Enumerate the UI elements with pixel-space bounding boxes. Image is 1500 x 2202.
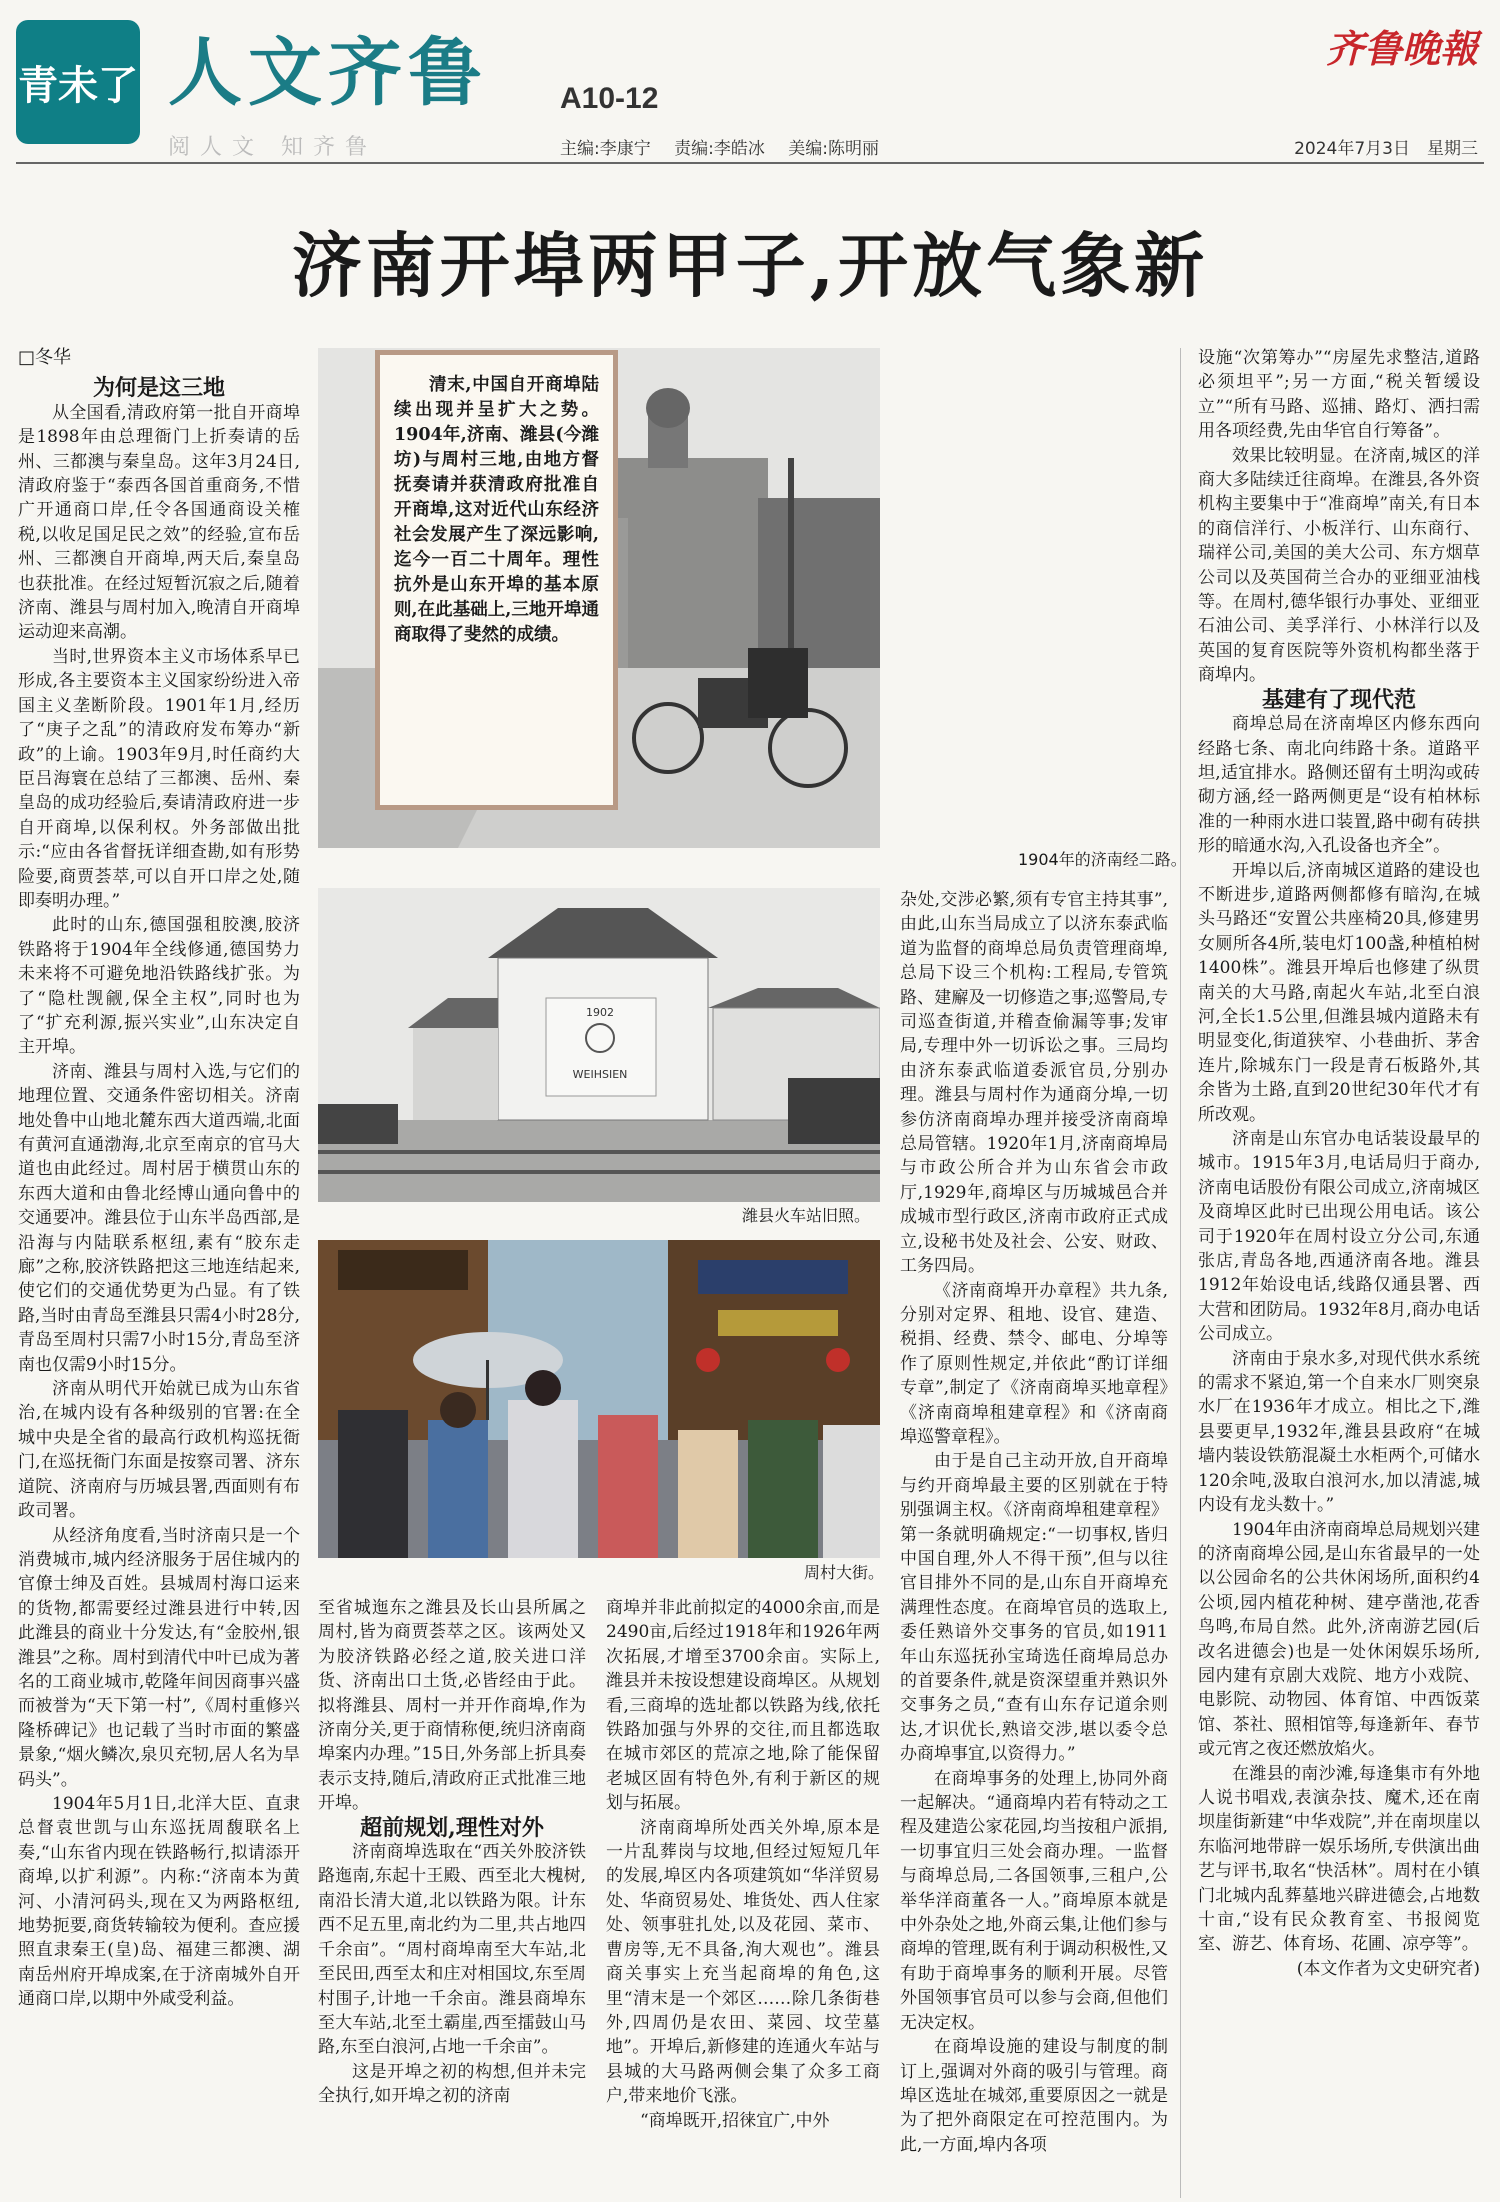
masthead-divider <box>16 162 1484 164</box>
photo-caption: 1904年的济南经二路。 <box>1018 850 1187 869</box>
paragraph: 在商埠设施的建设与制度的制订上,强调对外商的吸引与管理。商埠区选址在城郊,重要原因之一就是为了把外商限定在可控范围内。为此,一方面,埠内各项 <box>900 2037 1168 2155</box>
photo-caption: 周村大街。 <box>804 1563 885 1582</box>
intro-box <box>375 350 618 810</box>
paragraph: 济南是山东官办电话装设最早的城市。1915年3月,电话局归于商办,济南电话股份有限公司成立,济南城区及商埠区此时已出现公用电话。该公司于1920年在周村设立分公司,东通张店,青岛各地,西通济南各地。潍县1912年始设电话,线路仅通县署、西大营和团防局。1932年8月,商办电话公司成立。 <box>1198 1129 1480 1345</box>
paragraph: 开埠以后,济南城区道路的建设也不断进步,道路两侧都修有暗沟,在城头马路还“安置公共座椅20具,修建男女厕所各4所,装电灯100盏,种植柏树1400株”。潍县开埠后也修建了纵贯南关的大马路,南起火车站,北至白浪河,全长1.5公里,但潍县城内道路未有明显变化,街道狭窄、小巷曲折、茅舍连片,除城东门一段是青石板路外,其余皆为土路,直到20世纪30年代才有所改观。 <box>1198 860 1480 1125</box>
editor-credits <box>560 134 897 159</box>
paragraph: 在潍县的南沙滩,每逢集市有外地人说书唱戏,表演杂技、魔术,还在南坝崖街新建“中华戏院”,并在南坝崖以东临河地带辟一娱乐场所,专供演出曲艺与评书,取名“快活林”。周村在小镇门北城内乱葬墓地兴辟进德会,占地数十亩,“设有民众教育室、书报阅览室、游艺、体育场、花圃、凉亭等”。 <box>1198 1763 1480 1955</box>
column-divider <box>1180 348 1181 2198</box>
paragraph: 《济南商埠开办章程》共九条,分别对定界、租地、设官、建造、税捐、经费、禁令、邮电、分埠等作了原则性规定,并依此“酌订详细专章”,制定了《济南商埠买地章程》《济南商埠租建章程》和《济南商埠巡警章程》。 <box>900 1280 1168 1447</box>
paragraph: 这是开埠之初的构想,但并未完全执行,如开埠之初的济南 <box>318 2061 586 2107</box>
article-column-5 <box>1198 346 1480 2192</box>
paragraph: 杂处,交涉必繁,须有专官主持其事”,由此,山东当局成立了以济东泰武临道为监督的商埠总局负责管理商埠,总局下设三个机构:工程局,专管筑路、建廨及一切修造之事;巡警局,专司巡查街道,并稽查偷漏等事;发审局,专理中外一切诉讼之事。三局均由济东泰武临道委派官员,分别办理。潍县与周村作为通商分埠,一切参仿济南商埠办理并接受济南商埠总局管辖。1920年1月,济南商埠局与市政公所合并为山东省会市政厅,1929年,商埠区与历城城邑合并成城市型行政区,济南市政府正式成立,设秘书处及社会、公安、财政、工务四局。 <box>900 890 1168 1277</box>
paragraph: 从全国看,清政府第一批自开商埠是1898年由总理衙门上折奏请的岳州、三都澳与秦皇岛。这年3月24日,清政府鉴于“泰西各国首重商务,不惜广开通商口岸,任令各国通商设关榷税,以收足国足民之效”的经验,宣布岳州、三都澳自开商埠,两天后,秦皇岛也获批准。在经过短暂沉寂之后,随着济南、潍县与周村加入,晚清自开商埠运动迎来高潮。 <box>18 402 300 643</box>
subheading: 为何是这三地 <box>92 375 225 402</box>
page-number: A10-12 <box>560 82 659 115</box>
station-sign: WEIHSIEN <box>572 1068 628 1081</box>
art-editor-credit: 美编:陈明丽 <box>788 139 880 159</box>
paragraph: 济南由于泉水多,对现代供水系统的需求不紧迫,第一个自来水厂则突泉水厂在1936年才成立。相比之下,潍县要更早,1932年,潍县县政府“在城墙内装设铁筋混凝土水柜两个,可储水120余吨,汲取白浪河水,加以清滤,城内设有龙头数十。” <box>1198 1348 1480 1516</box>
photo-weixian-station <box>318 888 880 1202</box>
paragraph: 济南商埠选取在“西关外胶济铁路迤南,东起十王殿、西至北大槐树,南沿长清大道,北以铁路为限。计东西不足五里,南北约为二里,共占地四千余亩”。“周村商埠南至大车站,北至民田,西至太和庄对相国坟,东至周村围子,计地一千余亩。潍县商埠东至大车站,北至土霸崖,西至擂鼓山马路,东至白浪河,占地一千余亩”。 <box>318 1842 586 2058</box>
station-year: 1902 <box>586 1006 614 1019</box>
paragraph: 商埠总局在济南埠区内修东西向经路七条、南北向纬路十条。道路平坦,适宜排水。路侧还留有土明沟或砖砌方涵,经一路两侧更是“设有柏林标准的一种雨水进口装置,路中砌有砖拱形的暗通水沟,入孔设备也齐全”。 <box>1198 714 1480 857</box>
paragraph: 济南、潍县与周村入选,与它们的地理位置、交通条件密切相关。济南地处鲁中山地北麓东西大道西端,北面有黄河直通渤海,北京至南京的官马大道也由此经过。周村居于横贯山东的东西大道和由鲁北经博山通向鲁中的交通要冲。潍县位于山东半岛西部,是沿海与内陆联系枢纽,素有“胶东走廊”之称,胶济铁路把这三地连结起来,使它们的交通优势更为凸显。有了铁路,当时由青岛至潍县只需4小时28分,青岛至周村只需7小时15分,青岛至济南也仅需9小时15分。 <box>18 1061 300 1375</box>
copy-editor-credit: 责编:李皓冰 <box>674 139 765 159</box>
paragraph: “商埠既开,招徕宜广,中外 <box>640 2110 830 2131</box>
article-column-1 <box>18 346 300 2186</box>
paragraph: 至省城迤东之潍县及长山县所属之周村,皆为商贾荟萃之区。该两处又为胶济铁路必经之道,胶关进口洋货、济南出口土货,必皆经由于此。拟将潍县、周村一并开作商埠,作为济南分关,更于商情称便,统归济南商埠案内办理。”15日,外务部上折具奏表示支持,随后,清政府正式批准三地开埠。 <box>318 1598 586 1814</box>
paragraph: 效果比较明显。在济南,城区的洋商大多陆续迁往商埠。在潍县,各外资机构主要集中于“准商埠”南关,有日本的商信洋行、小板洋行、山东商行、瑞祥公司,美国的美大公司、东方烟草公司以及英国荷兰合办的亚细亚油栈等。在周村,德华银行办事处、亚细亚石油公司、美孚洋行、小林洋行以及英国的复育医院等外资机构都坐落于商埠内。 <box>1198 445 1480 686</box>
section-slogan: 阅人文 知齐鲁 <box>168 135 377 160</box>
paragraph: 1904年5月1日,北洋大臣、直隶总督袁世凯与山东巡抚周馥联名上奏,“山东省内现在铁路畅行,拟请添开商埠,以扩利源”。内称:“济南本为黄河、小清河码头,现在又为两路枢纽,地势扼要,商货转输较为便利。查应援照直隶秦王(皇)岛、福建三都澳、湖南岳州府开埠成案,在于济南城外自开通商口岸,以期中外咸受利益。 <box>18 1793 300 2010</box>
issue-date: 2024年7月3日 星期三 <box>1294 139 1478 159</box>
photo-zhoucun-street <box>318 1240 880 1558</box>
paragraph: 济南从明代开始就已成为山东省治,在城内设有各种级别的官署:在全城中央是全省的最高行政机构巡抚衙门,在巡抚衙门东面是按察司署、济东道院、济南府与历城县署,西面则有布政司署。 <box>18 1379 300 1522</box>
newspaper-name: 齐鲁晚報 <box>1325 26 1478 71</box>
section-title: 人文齐鲁 <box>168 30 488 116</box>
editor-credit: 主编:李康宁 <box>560 139 651 159</box>
paragraph: 济南商埠所处西关外埠,原本是一片乱葬岗与坟地,但经过短短几年的发展,埠区内各项建筑如“华洋贸易处、华商贸易处、堆货处、西人住家处、领事驻扎处,以及花园、菜市、曹房等,无不具备,洵大观也”。潍县商关事实上充当起商埠的角色,这里“清末是一个郊区……除几条街巷外,四周仍是农田、菜园、坟茔墓地”。开埠后,新修建的连通火车站与县城的大马路两侧会集了众多工商户,带来地价飞涨。 <box>606 1817 880 2107</box>
subheading: 超前规划,理性对外 <box>360 1814 544 1841</box>
paragraph: 从经济角度看,当时济南只是一个消费城市,城内经济服务于居住城内的官僚士绅及百姓。县城周村海口运来的货物,都需要经过潍县进行中转,因此潍县的商业十分发达,有“金胶州,银潍县”之称。周村到清代中叶已成为著名的工商业城市,乾隆年间因商事兴盛而被誉为“天下第一村”,《周村重修兴隆桥碑记》也记载了当时市面的繁盛景象,“烟火鳞次,泉贝充牣,居人名为旱码头”。 <box>18 1525 300 1790</box>
paragraph: 此时的山东,德国强租胶澳,胶济铁路将于1904年全线修通,德国势力未来将不可避免地沿铁路线扩张。为了“隐杜觊觎,保全主权”,同时也为了“扩充利源,振兴实业”,山东决定自主开埠。 <box>18 915 300 1058</box>
paragraph: 1904年由济南商埠总局规划兴建的济南商埠公园,是山东省最早的一处以公园命名的公共休闲场所,面积约4公顷,园内植花种树、建亭凿池,花香鸟鸣,布局自然。此外,济南游艺园(后改名进德会)也是一处休闲娱乐场所,园内建有京剧大戏院、地方小戏院、电影院、动物园、体育馆、中西饭菜馆、茶社、照相馆等,每逢新年、春节或元宵之夜还燃放焰火。 <box>1198 1519 1480 1760</box>
article-headline: 济南开埠两甲子,开放气象新 <box>291 224 1209 307</box>
article-column-2 <box>318 1596 586 2196</box>
photo-caption: 潍县火车站旧照。 <box>742 1206 871 1225</box>
paragraph: 设施“次第筹办”“房屋先求整洁,道路必须坦平”;另一方面,“税关暂缓设立”“所有马路、巡捕、路灯、洒扫需用各项经费,先由华官自行筹备”。 <box>1198 348 1480 442</box>
article-column-4 <box>900 888 1168 2188</box>
author-note: (本文作者为文史研究者) <box>1296 1958 1480 1979</box>
paragraph: 商埠并非此前拟定的4000余亩,而是2490亩,后经过1918年和1926年两次拓展,才增至3700余亩。实际上,潍县并未按设想建设商埠区。从规划看,三商埠的选址都以铁路为线,依托铁路加强与外界的交往,而且都选取在城市郊区的荒凉之地,除了能保留老城区固有特色外,有利于新区的规划与拓展。 <box>606 1598 880 1814</box>
paragraph: 由于是自己主动开放,自开商埠与约开商埠最主要的区别就在于特别强调主权。《济南商埠租建章程》第一条就明确规定:“一切事权,皆归中国自理,外人不得干预”,但与以往官目排外不同的是,山东自开商埠充满理性态度。在商埠官员的选取上,委任熟谙外交事务的官员,如1911年山东巡抚孙宝琦选任商埠局总办的首要条件,就是资深望重并熟识外交事务之员,“查有山东存记道余则达,才识优长,熟谙交涉,堪以委令总办商埠事宜,以资得力。” <box>900 1451 1168 1765</box>
paragraph: 当时,世界资本主义市场体系早已形成,各主要资本主义国家纷纷进入帝国主义垄断阶段。1901年1月,经历了“庚子之乱”的清政府发布筹办“新政”的上谕。1903年9月,时任商约大臣吕海寰在总结了三都澳、岳州、秦皇岛的成功经验后,奏请清政府进一步自开商埠,以保利权。外务部做出批示:“应由各省督抚详细查勘,如有形势险要,商贾荟萃,可以自开口岸之处,随即奏明办理。” <box>18 646 300 911</box>
article-column-3 <box>606 1596 880 2196</box>
article-author: □冬华 <box>18 347 72 368</box>
intro-text: 清末,中国自开商埠陆续出现并呈扩大之势。1904年,济南、潍县(今潍坊)与周村三地,由地方督抚奏请并获清政府批准自开商埠,这对近代山东经济社会发展产生了深远影响,迄今一百二十周年。理性抗外是山东开埠的基本原则,在此基础上,三地开埠通商取得了斐然的成绩。 <box>394 375 599 645</box>
section-logo: 青未了 <box>16 20 140 144</box>
subheading: 基建有了现代范 <box>1261 686 1416 713</box>
paragraph: 在商埠事务的处理上,协同外商一起解决。“通商埠内若有特动之工程及建造公家花园,均当按租户派捐,一切事宜归三处会商办理。一监督与商埠总局,二各国领事,三租户,公举华洋商董各一人。”商埠原本就是中外杂处之地,外商云集,让他们参与商埠的管理,既有利于调动积极性,又有助于商埠事务的顺利开展。尽管外国领事官员可以参与会商,但他们无决定权。 <box>900 1768 1168 2033</box>
